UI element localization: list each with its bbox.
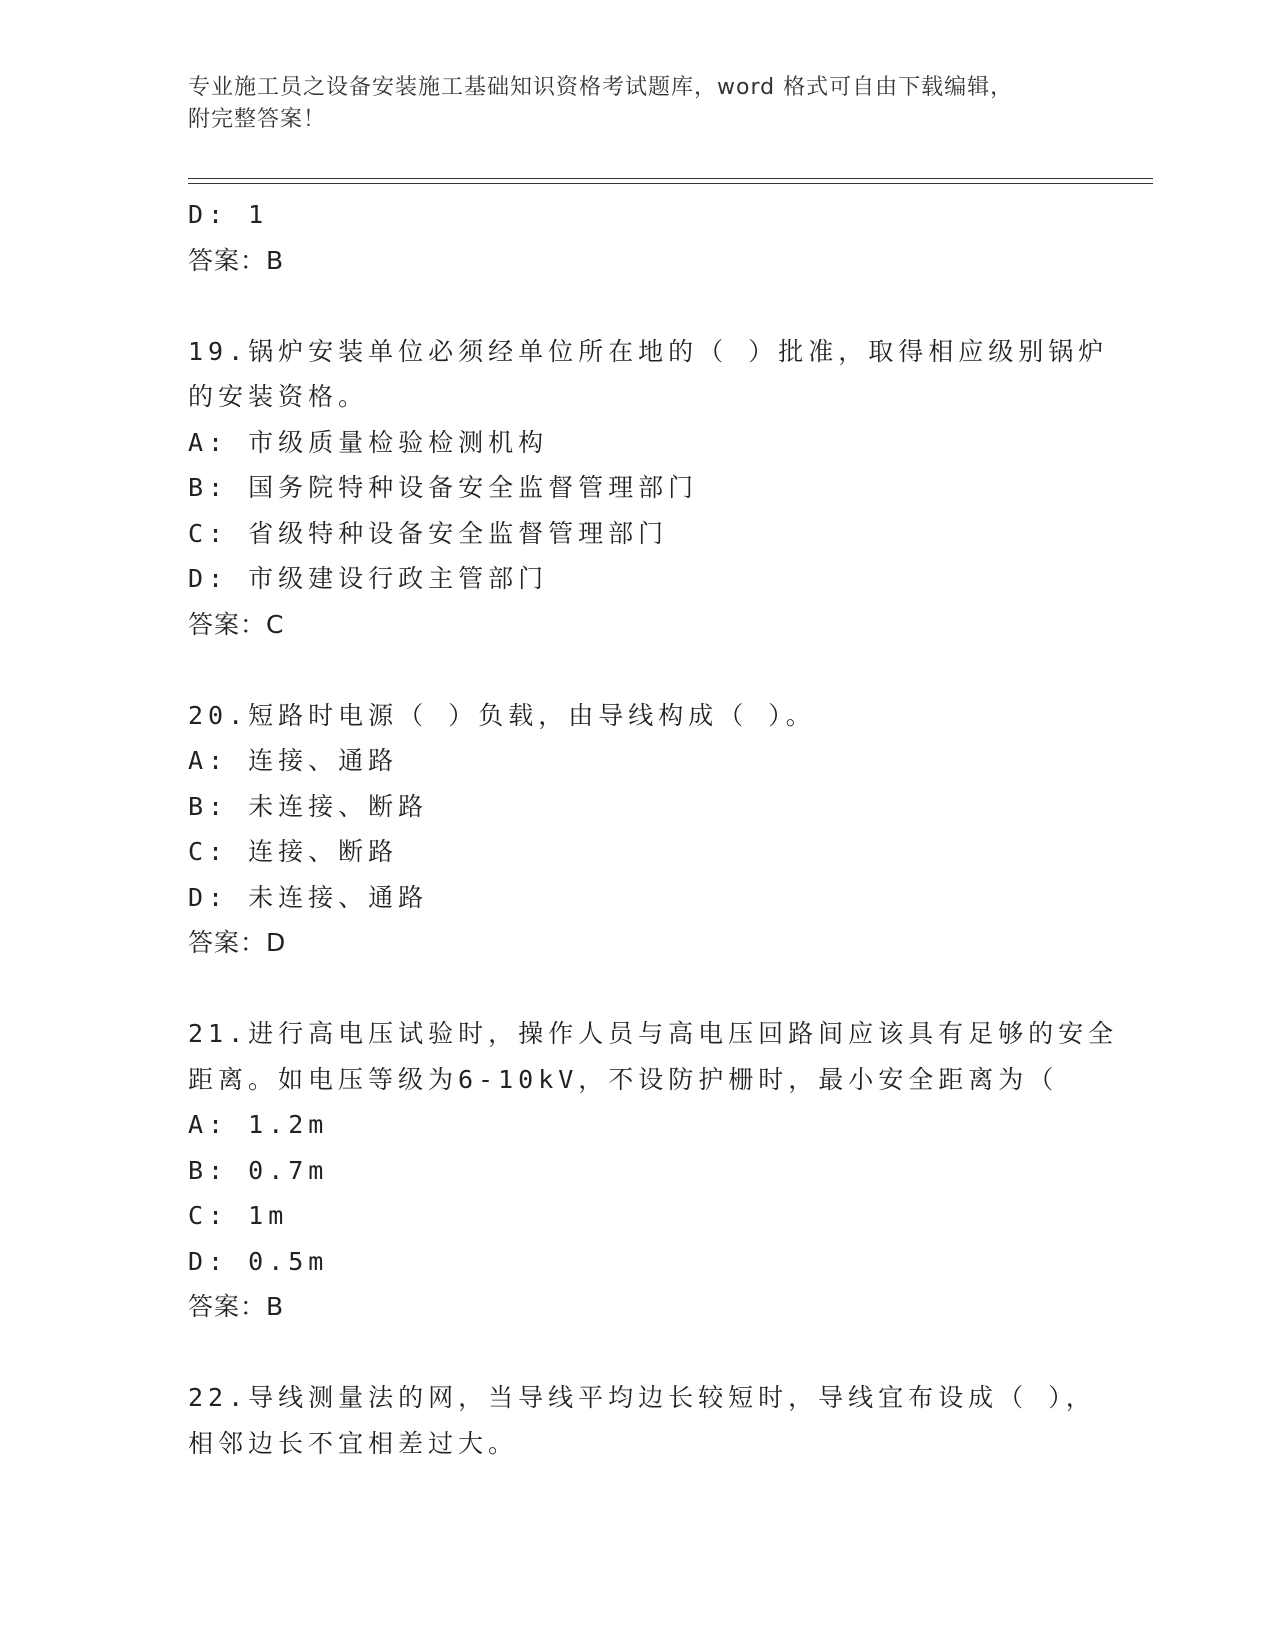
question-text-line: 19.锅炉安装单位必须经单位所在地的（ ）批准，取得相应级别锅炉 xyxy=(188,336,1109,366)
option-a: A: 连接、通路 xyxy=(188,746,399,775)
spacer xyxy=(188,1330,1148,1376)
option-c: C: 连接、断路 xyxy=(188,837,399,866)
option-d: D: 市级建设行政主管部门 xyxy=(188,564,549,593)
question-text-line: 21.进行高电压试验时，操作人员与高电压回路间应该具有足够的安全 xyxy=(188,1019,1119,1048)
spacer xyxy=(188,283,1148,329)
option-d: D: 未连接、通路 xyxy=(188,882,429,912)
answer: 答案：C xyxy=(188,609,285,639)
question-list xyxy=(188,192,1148,1466)
header-line-1: 专业施工员之设备安装施工基础知识资格考试题库，word 格式可自由下载编辑， xyxy=(188,75,1014,100)
option-b: B: 未连接、断路 xyxy=(188,791,429,821)
question-text-line: 22.导线测量法的网，当导线平均边长较短时，导线宜布设成（ ）， xyxy=(188,1383,1096,1412)
question-text-line: 的安装资格。 xyxy=(188,382,369,411)
question-text-line: 距离。如电压等级为6-10kV，不设防护栅时，最小安全距离为（ xyxy=(188,1064,1059,1094)
option-c: C: 1m xyxy=(188,1201,289,1230)
question-20 xyxy=(188,693,1148,966)
option-d: D: 0.5m xyxy=(188,1246,329,1276)
prev-answer: 答案：B xyxy=(188,245,285,275)
spacer xyxy=(188,647,1148,693)
question-text-line: 相邻边长不宜相差过大。 xyxy=(188,1428,519,1458)
answer: 答案：B xyxy=(188,1292,285,1321)
option-a: A: 市级质量检验检测机构 xyxy=(188,427,549,457)
answer: 答案：D xyxy=(188,928,287,957)
prev-option-d: D: 1 xyxy=(188,200,269,229)
header-line-2: 附完整答案！ xyxy=(188,107,327,132)
option-c: C: 省级特种设备安全监督管理部门 xyxy=(188,518,669,548)
header-divider-bottom xyxy=(188,183,1153,184)
option-b: B: 国务院特种设备安全监督管理部门 xyxy=(188,473,699,502)
option-a: A: 1.2m xyxy=(188,1110,329,1139)
question-text-line: 20.短路时电源（ ）负载，由导线构成（ ）。 xyxy=(188,700,816,730)
question-22 xyxy=(188,1375,1148,1466)
document-header xyxy=(188,72,1088,136)
header-divider-top xyxy=(188,178,1153,179)
spacer xyxy=(188,966,1148,1012)
option-b: B: 0.7m xyxy=(188,1155,329,1185)
question-21 xyxy=(188,1011,1148,1330)
question-19 xyxy=(188,329,1148,648)
